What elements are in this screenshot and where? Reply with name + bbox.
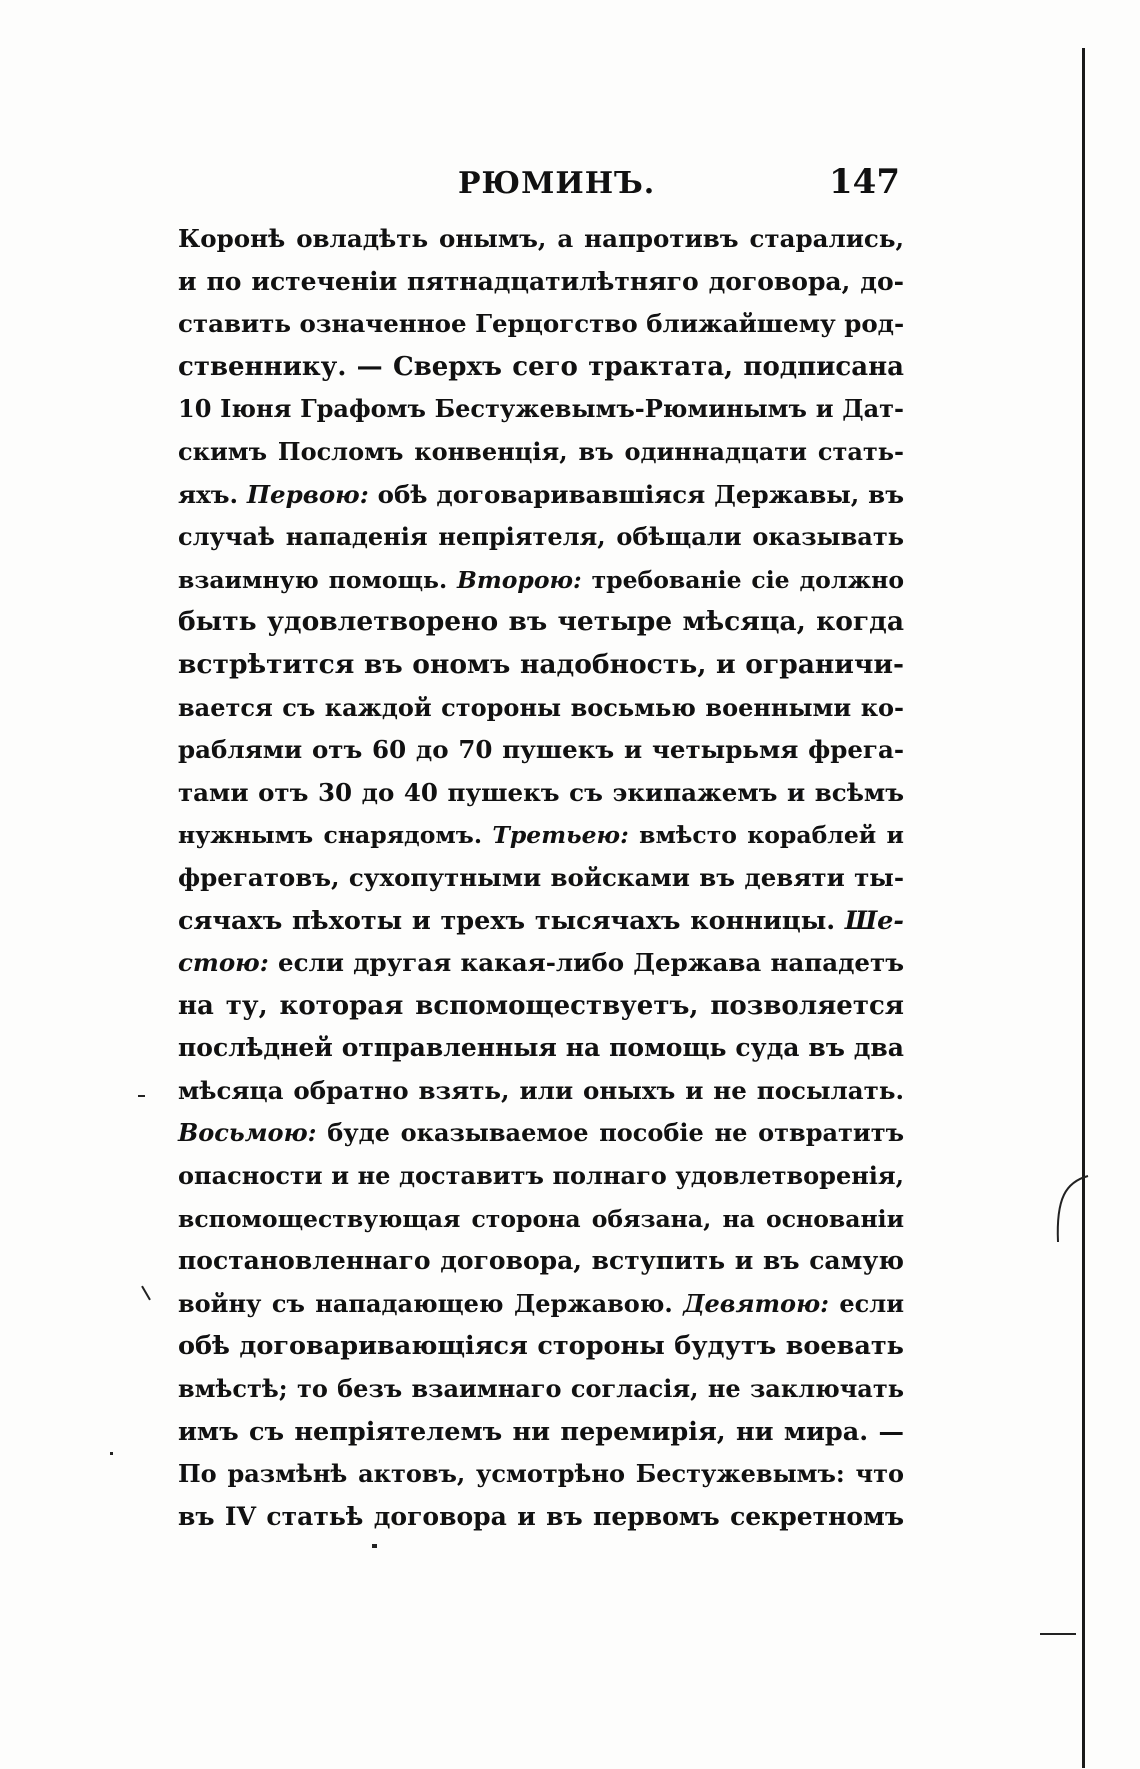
text-line <box>178 559 904 602</box>
text-line <box>178 985 904 1028</box>
text-line <box>178 814 904 857</box>
margin-mark <box>1040 1633 1076 1635</box>
page-header <box>180 162 900 210</box>
text-line <box>178 687 904 730</box>
text-line <box>178 1368 904 1411</box>
margin-mark <box>138 1095 145 1097</box>
text-run: яхъ. <box>178 479 247 509</box>
text-line <box>178 1155 904 1198</box>
text-line <box>178 261 904 304</box>
text-line <box>178 900 904 943</box>
running-head: РЮМИНЪ. <box>458 166 656 201</box>
text-line <box>178 516 904 559</box>
text-run: вмѣстѣ; то безъ взаимнаго согласія, не заключать <box>178 1374 904 1404</box>
text-line <box>178 644 904 687</box>
text-run: Коронѣ овладѣть онымъ, а напротивъ старались, <box>178 224 904 253</box>
text-line <box>178 431 904 474</box>
text-run: ственнику. — Сверхъ сего трактата, подписана <box>178 351 904 382</box>
italic-run: Ше- <box>844 905 904 936</box>
body-text <box>178 218 904 1538</box>
italic-run: Девятою: <box>683 1288 829 1318</box>
text-run: послѣдней отправленныя на помощь суда въ два <box>178 1033 904 1063</box>
text-run: въ IV статьѣ договора и въ первомъ секретномъ <box>178 1501 904 1531</box>
text-run: скимъ Посломъ конвенція, въ одиннадцати стать- <box>178 436 904 466</box>
margin-pencil-mark <box>1052 1168 1092 1248</box>
text-line <box>178 303 904 346</box>
text-line <box>178 772 904 815</box>
text-run: сячахъ пѣхоты и трехъ тысячахъ конницы. <box>178 905 845 936</box>
text-run: случаѣ нападенія непріятеля, обѣщали оказывать <box>178 522 904 552</box>
text-line <box>178 346 904 389</box>
text-line <box>178 857 904 900</box>
text-line <box>178 1411 904 1454</box>
text-run: обѣ договаривающіяся стороны будутъ воевать <box>178 1331 904 1362</box>
text-run: и по истеченіи пятнадцатилѣтняго договора, до- <box>178 266 904 296</box>
text-run: вается съ каждой стороны восьмью военными ко- <box>178 692 904 722</box>
text-run: мѣсяца обратно взять, или оныхъ и не посылать. <box>178 1075 904 1105</box>
italic-run: Второю: <box>457 565 582 594</box>
text-run: раблями отъ 60 до 70 пушекъ и четырьмя фрега- <box>178 735 904 765</box>
text-run: войну съ нападающею Державою. <box>178 1288 684 1318</box>
text-line <box>178 1453 904 1496</box>
text-line <box>178 1325 904 1368</box>
text-run: на ту, которая вспомоществуетъ, позволяется <box>178 990 904 1021</box>
text-run: опасности и не доставитъ полнаго удовлетворенія, <box>178 1161 904 1191</box>
text-run: вспомоществующая сторона обязана, на основаніи <box>178 1204 904 1233</box>
text-line <box>178 1283 904 1326</box>
italic-run: стою: <box>178 948 269 978</box>
margin-mark <box>141 1286 151 1301</box>
text-line <box>178 1198 904 1241</box>
italic-run: Первою: <box>246 479 369 509</box>
text-run: обѣ договаривавшіяся Державы, въ <box>368 479 904 509</box>
text-run: тами отъ 30 до 40 пушекъ съ экипажемъ и всѣмъ <box>178 777 904 807</box>
text-run: если другая какая-либо Держава нападетъ <box>268 948 904 978</box>
text-run: постановленнаго договора, вступить и въ самую <box>178 1246 904 1276</box>
text-run: взаимную помощь. <box>178 565 458 594</box>
text-run: нужнымъ снарядомъ. <box>178 821 493 850</box>
text-line <box>178 388 904 431</box>
text-run: вмѣсто кораблей и <box>628 821 904 850</box>
text-line <box>178 474 904 517</box>
text-line <box>178 1112 904 1155</box>
text-line <box>178 1496 904 1539</box>
text-line <box>178 218 904 261</box>
text-line <box>178 1070 904 1113</box>
text-run: 10 Іюня Графомъ Бестужевымъ-Рюминымъ и Дат- <box>178 394 904 424</box>
text-line <box>178 1027 904 1070</box>
text-run: ставить означенное Герцогство ближайшему род- <box>178 309 905 339</box>
text-run: требованіе сіе должно <box>581 565 904 594</box>
page-number: 147 <box>829 162 900 202</box>
text-run: имъ съ непріятелемъ ни перемирія, ни мира. — <box>178 1416 904 1447</box>
page-edge-rule <box>1082 48 1085 1768</box>
text-run: быть удовлетворено въ четыре мѣсяца, когда <box>178 606 904 638</box>
text-line <box>178 942 904 985</box>
margin-mark <box>110 1452 113 1455</box>
text-line <box>178 1240 904 1283</box>
text-run: буде оказываемое пособіе не отвратитъ <box>316 1118 904 1148</box>
text-line <box>178 729 904 772</box>
italic-run: Третьею: <box>492 821 629 850</box>
text-run: фрегатовъ, сухопутными войсками въ девяти ты- <box>178 862 904 892</box>
text-line <box>178 601 904 644</box>
italic-run: Восьмою: <box>178 1118 317 1148</box>
text-run: встрѣтится въ ономъ надобность, и ограничи- <box>178 648 904 680</box>
text-run: По размѣнѣ актовъ, усмотрѣно Бестужевымъ: что <box>178 1459 904 1489</box>
text-run: если <box>828 1288 904 1318</box>
margin-mark <box>372 1544 377 1548</box>
